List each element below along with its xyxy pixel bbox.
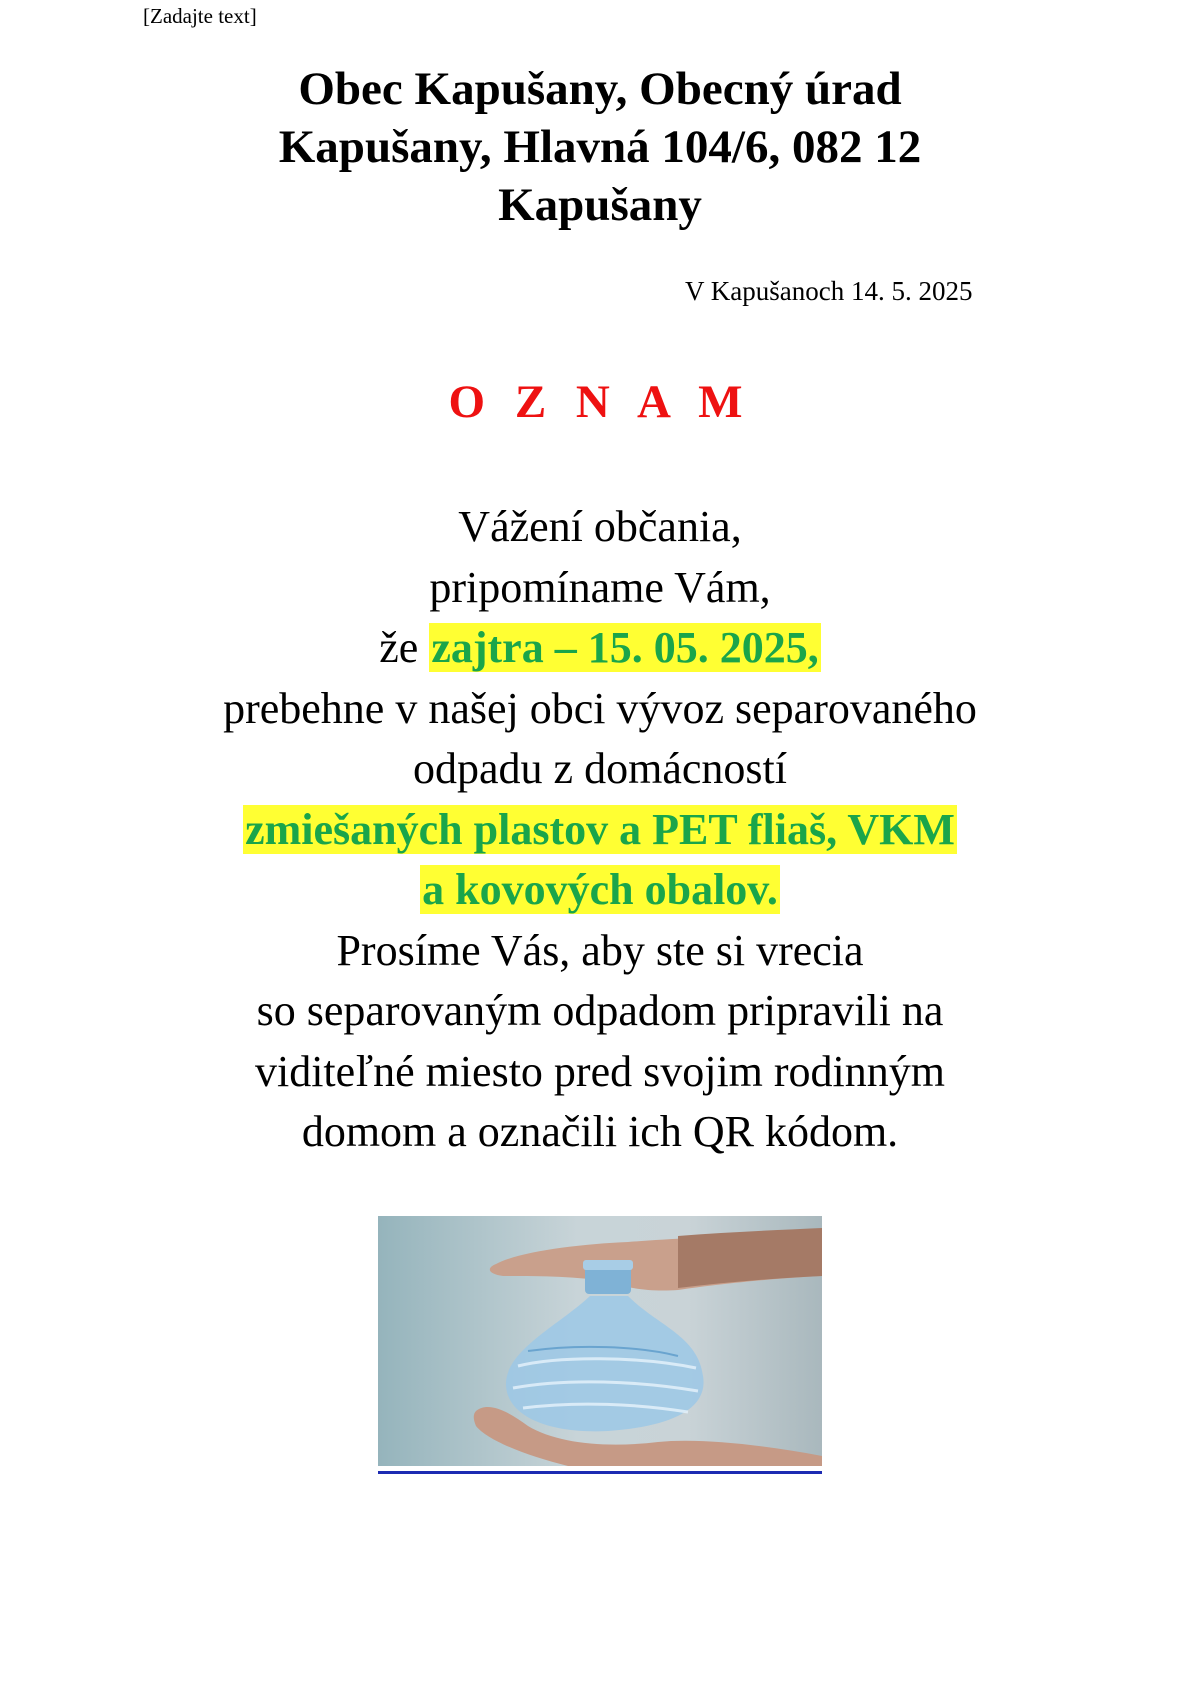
organization-line-1: Obec Kapušany, Obecný úrad bbox=[298, 63, 902, 115]
request-line-3: viditeľné miesto pred svojim rodinným bbox=[254, 1046, 945, 1096]
request-line-4: domom a označili ich QR kódom. bbox=[301, 1107, 899, 1156]
notice-title: O Z N A M bbox=[448, 376, 752, 428]
header-placeholder-text: [Zadajte text] bbox=[143, 4, 257, 28]
request-line-1: Prosíme Vás, aby ste si vrecia bbox=[336, 925, 864, 975]
request-line-2: so separovaným odpadom pripravili na bbox=[256, 986, 944, 1035]
image-underline-rule bbox=[378, 1471, 822, 1474]
reminder-line: pripomíname Vám, bbox=[429, 562, 771, 612]
highlighted-waste-types-1: zmiešaných plastov a PET fliaš, VKM bbox=[245, 804, 955, 854]
household-line: odpadu z domácností bbox=[413, 744, 787, 793]
date-line-prefix: že bbox=[379, 623, 430, 672]
place-date: V Kapušanoch 14. 5. 2025 bbox=[685, 276, 973, 306]
collection-line: prebehne v našej obci vývoz separovaného bbox=[223, 683, 977, 733]
greeting: Vážení občania, bbox=[458, 502, 742, 551]
organization-title bbox=[0, 60, 1200, 234]
plastic-bottle-illustration bbox=[378, 1216, 822, 1466]
organization-line-2: Kapušany, Hlavná 104/6, 082 12 bbox=[278, 121, 922, 173]
waste-type-line-1 bbox=[0, 800, 1200, 861]
plastic-bottle-photo bbox=[378, 1216, 822, 1466]
notice-body bbox=[0, 497, 1200, 1163]
waste-type-line-2 bbox=[0, 860, 1200, 921]
date-line bbox=[0, 618, 1200, 679]
organization-line-3: Kapušany bbox=[498, 179, 702, 231]
highlighted-waste-types-2: a kovových obalov. bbox=[422, 865, 778, 914]
highlighted-date: zajtra – 15. 05. 2025, bbox=[431, 623, 819, 672]
